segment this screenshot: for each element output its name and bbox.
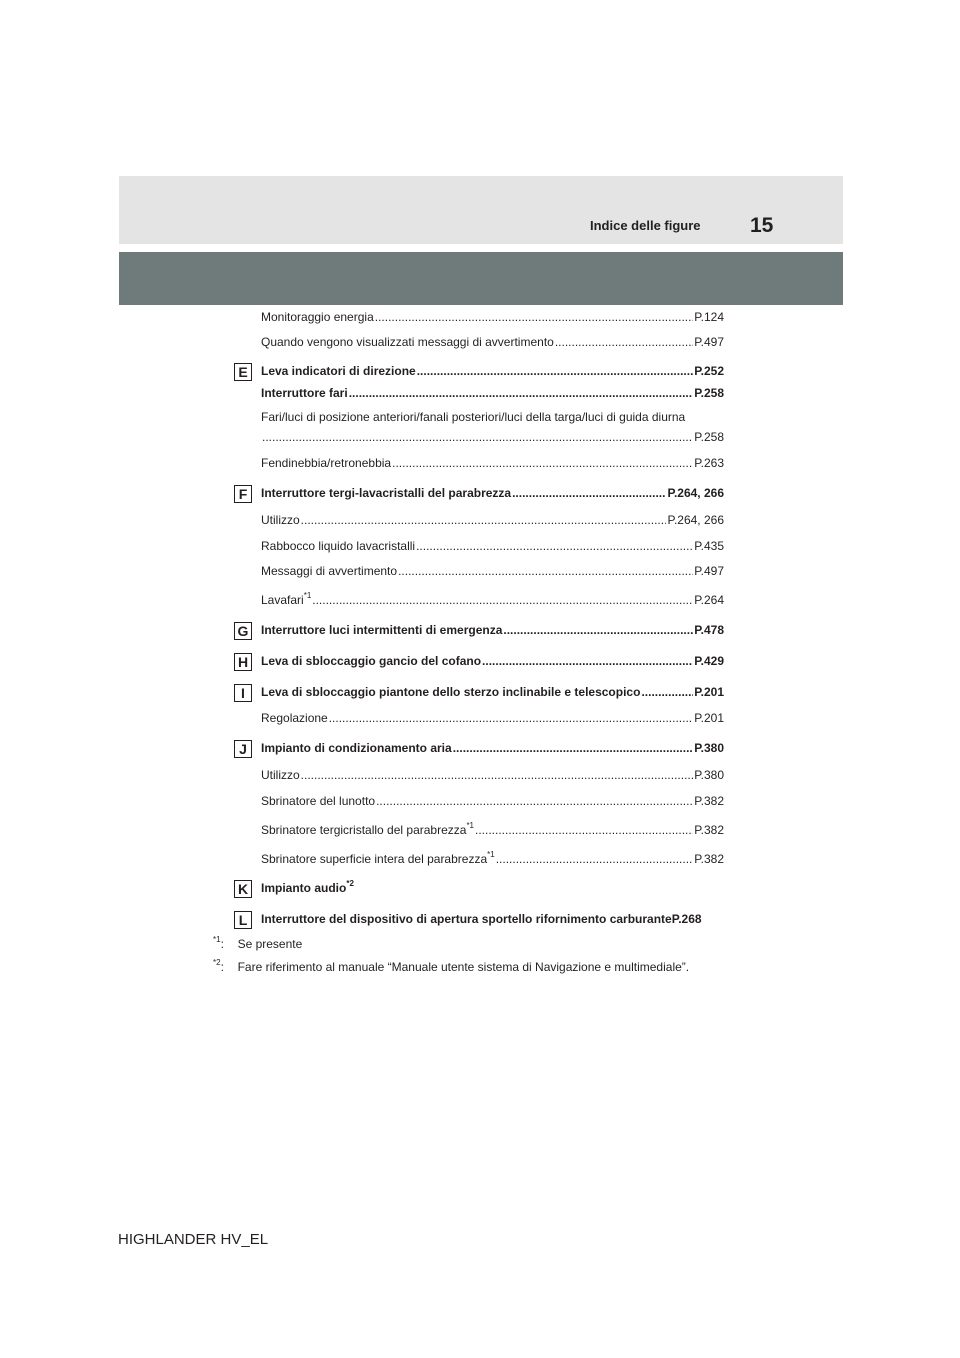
section-label-box: E [234,363,252,381]
section-label-box: J [234,740,252,758]
entry-page: P.264 [694,593,724,607]
entry-text: Sbrinatore tergicristallo del parabrezza [261,823,467,837]
footnote-mark: *1 [303,591,312,600]
entry-text: Regolazione [261,711,328,725]
index-entry[interactable] [261,386,724,401]
page-number: 15 [750,214,774,237]
index-entry[interactable] [261,823,724,838]
section-label-box: K [234,880,252,898]
footnote-mark: *1 [466,821,474,830]
index-entry[interactable] [261,912,702,927]
index-entry[interactable] [261,711,724,726]
section-label-box: G [234,622,252,640]
footnote-text: Fare riferimento al manuale “Manuale utente sistema di Navigazione e multimediale”. [237,960,690,974]
entry-text[interactable]: Fari/luci di posizione anteriori/fanali posteriori/luci della targa/luci di guida diurna [261,410,686,424]
entry-text: Sbrinatore superficie intera del parabrezza [261,852,488,866]
index-entry[interactable] [261,768,724,783]
entry-page: P.497 [694,335,724,349]
index-entry[interactable] [261,881,354,896]
footnote-mark: *2 [213,958,221,967]
index-entry[interactable] [261,364,724,379]
section-title: Indice delle figure [590,218,701,233]
index-entry[interactable] [261,310,724,325]
footnote-mark: *1 [213,935,221,944]
entry-page: P.264, 266 [667,513,724,527]
footer-model: HIGHLANDER HV_EL [118,1231,269,1248]
entry-text: Utilizzo [261,513,300,527]
section-label-box: I [234,684,252,702]
entry-page: P.263 [694,456,724,470]
index-entry[interactable] [261,654,724,669]
entry-page: P.382 [694,852,724,866]
index-entry[interactable] [261,794,724,809]
entry-text: Monitoraggio energia [261,310,374,324]
entry-text: Rabbocco liquido lavacristalli [261,539,416,553]
entry-page: P.201 [694,685,724,699]
entry-text: Leva indicatori di direzione [261,364,416,378]
entry-text: Messaggi di avvertimento [261,564,398,578]
entry-text: Interruttore tergi-lavacristalli del parabrezza [261,486,512,500]
entry-page: P.382 [694,823,724,837]
entry-text: Lavafari [261,593,304,607]
entry-text: Interruttore luci intermittenti di emergenza [261,623,503,637]
entry-page: P.478 [694,623,724,637]
entry-page: P.252 [694,364,724,378]
footnote-mark: *2 [346,879,354,888]
index-entry[interactable] [261,564,724,579]
entry-text: Leva di sbloccaggio gancio del cofano [261,654,482,668]
entry-page: P.382 [694,794,724,808]
entry-text: Quando vengono visualizzati messaggi di avvertimento [261,335,554,349]
entry-text: Sbrinatore del lunotto [261,794,376,808]
section-label-box: H [234,653,252,671]
entry-page: P.380 [694,741,724,755]
index-entry[interactable] [261,430,724,445]
entry-text: Leva di sbloccaggio piantone dello sterzo inclinabile e telescopico [261,685,641,699]
footnote-mark: *1 [487,850,495,859]
index-entry[interactable] [261,593,724,608]
index-entry[interactable] [261,513,724,528]
entry-page: P.268 [671,912,702,926]
index-entry[interactable] [261,685,724,700]
entry-text: Impianto audio [261,881,347,895]
entry-text: Interruttore fari [261,386,348,400]
index-entry[interactable] [261,486,724,501]
entry-page: P.258 [694,386,724,400]
index-entry[interactable] [261,741,724,756]
footnote-text: Se presente [237,937,303,951]
index-entry[interactable] [261,852,724,867]
index-entry[interactable] [261,539,724,554]
footnote: $^{*2}$: Fare riferimento al manuale “Manuale utente sistema di Navigazione e multimediale”. [213,958,690,974]
header-bar [119,176,843,244]
entry-page: P.380 [694,768,724,782]
section-label-box: F [234,485,252,503]
entry-text: Utilizzo [261,768,300,782]
section-label-box: L [234,911,252,929]
entry-text: Fendinebbia/retronebbia [261,456,392,470]
entry-page: P.429 [694,654,724,668]
entry-page: P.124 [694,310,724,324]
header-band [119,252,843,305]
entry-page: P.497 [694,564,724,578]
entry-text: Interruttore del dispositivo di apertura sportello rifornimento carburante [261,912,672,926]
index-entry[interactable] [261,335,724,350]
entry-page: P.264, 266 [667,486,724,500]
entry-page: P.201 [694,711,724,725]
index-entry[interactable] [261,456,724,471]
index-entry[interactable] [261,623,724,638]
entry-page: P.258 [694,430,724,444]
entry-text: Impianto di condizionamento aria [261,741,452,755]
footnote: $^{*1}$: Se presente [213,935,303,951]
entry-page: P.435 [694,539,724,553]
